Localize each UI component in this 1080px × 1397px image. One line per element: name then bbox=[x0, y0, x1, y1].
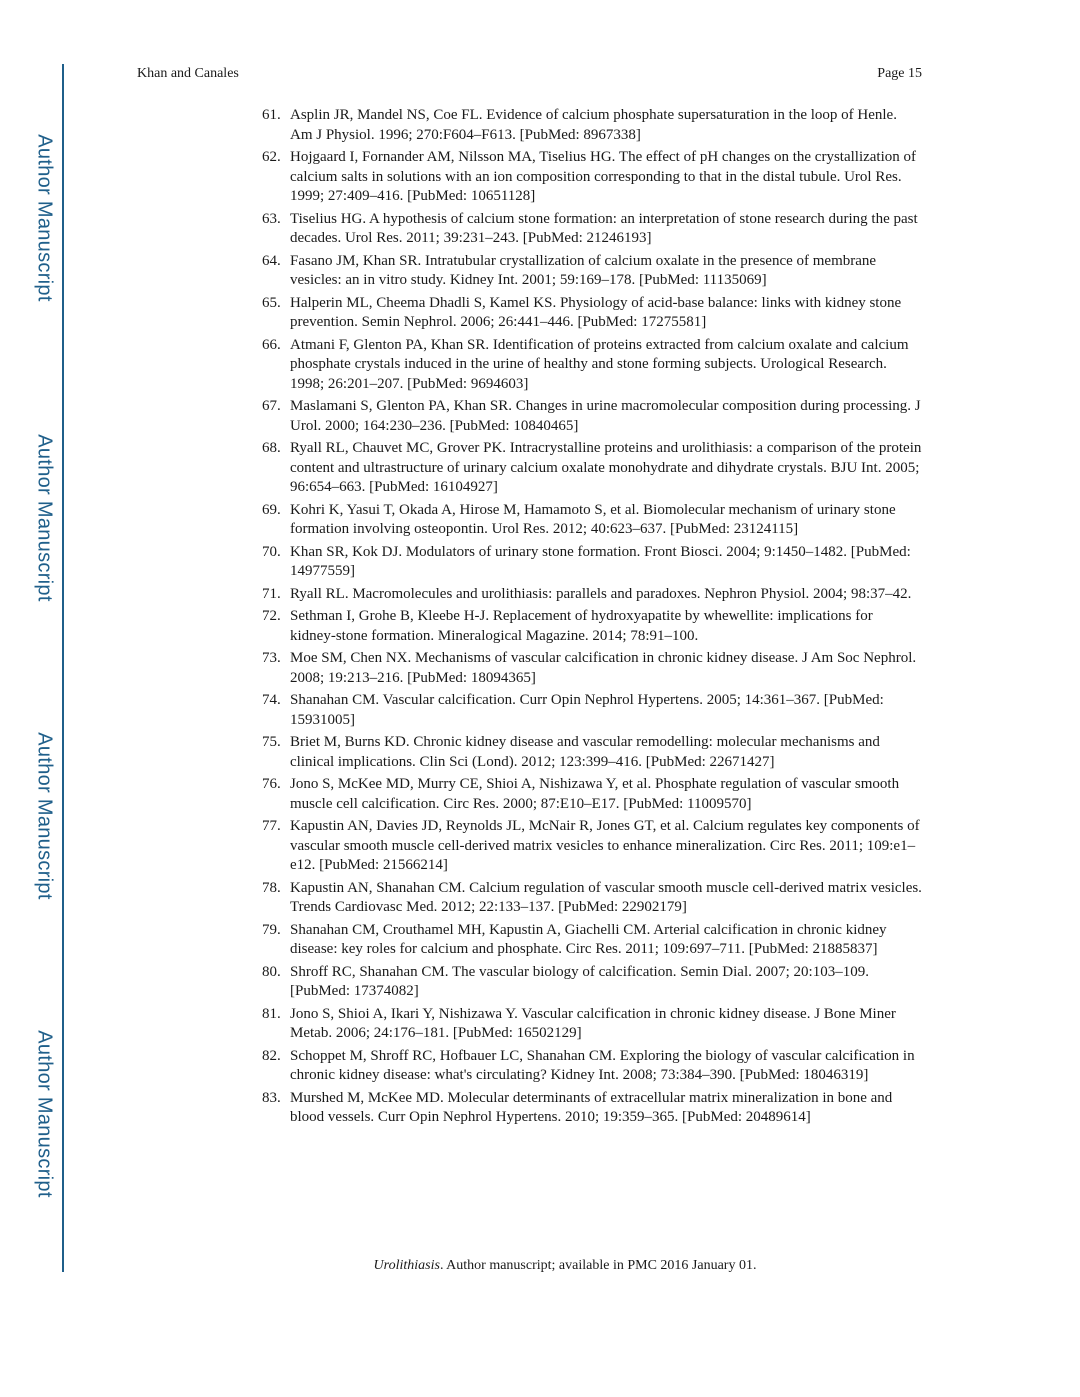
reference-text: Murshed M, McKee MD. Molecular determinants of extracellular matrix mineralization in bone and blood vessels. Curr Opin Nephrol Hypertens. 2010; 19:359–365. [PubMed: 20489614] bbox=[290, 1089, 893, 1125]
reference-text: Shanahan CM, Crouthamel MH, Kapustin A, Giachelli CM. Arterial calcification in chronic kidney disease: key roles for calcium and phosphate. Circ Res. 2011; 109:697–711. [PubMed: 21885837] bbox=[290, 921, 887, 957]
reference-number: 75. bbox=[262, 734, 281, 750]
reference-number: 67. bbox=[262, 398, 281, 414]
reference-text: Ryall RL. Macromolecules and urolithiasis: parallels and paradoxes. Nephron Physiol. 2004; 98:37–42. bbox=[290, 585, 912, 602]
reference-text: Jono S, Shioi A, Ikari Y, Nishizawa Y. Vascular calcification in chronic kidney disease. J Bone Miner Metab. 2006; 24:176–181. [PubMed: 16502129] bbox=[290, 1005, 896, 1041]
reference-item bbox=[262, 921, 922, 960]
reference-text: Asplin JR, Mandel NS, Coe FL. Evidence of calcium phosphate supersaturation in the loop of Henle. Am J Physiol. 1996; 270:F604–F613. [PubMed: 8967338] bbox=[290, 107, 897, 143]
reference-number: 74. bbox=[262, 692, 281, 708]
reference-text: Briet M, Burns KD. Chronic kidney disease and vascular remodelling: molecular mechanisms and clinical implications. Clin Sci (Lond). 2012; 123:399–416. [PubMed: 22671427] bbox=[290, 734, 880, 770]
running-head-authors: Khan and Canales bbox=[137, 66, 239, 81]
reference-text: Kapustin AN, Shanahan CM. Calcium regulation of vascular smooth muscle cell-derived matrix vesicles. Trends Cardiovasc Med. 2012; 22:133–137. [PubMed: 22902179] bbox=[290, 879, 922, 915]
reference-number: 70. bbox=[262, 543, 281, 560]
reference-item bbox=[262, 148, 922, 207]
reference-item bbox=[262, 649, 922, 688]
reference-item bbox=[262, 252, 922, 291]
reference-item bbox=[262, 691, 922, 730]
reference-item bbox=[262, 1047, 922, 1086]
reference-text: Hojgaard I, Fornander AM, Nilsson MA, Tiselius HG. The effect of pH changes on the crystallization of calcium salts in solutions with an ion composition corresponding to that in the distal tubule. Urol Res. 1999; 27:409–416. [PubMed: 10651128] bbox=[290, 149, 917, 204]
reference-number: 81. bbox=[262, 1005, 281, 1022]
reference-text: Shanahan CM. Vascular calcification. Curr Opin Nephrol Hypertens. 2005; 14:361–367. [PubMed: 15931005] bbox=[290, 692, 884, 728]
side-label-text: Author Manuscript bbox=[33, 134, 56, 302]
reference-number: 64. bbox=[262, 252, 281, 269]
reference-item bbox=[262, 294, 922, 333]
reference-item bbox=[262, 336, 922, 395]
reference-number: 79. bbox=[262, 921, 281, 938]
reference-number: 73. bbox=[262, 650, 281, 666]
reference-text: Khan SR, Kok DJ. Modulators of urinary stone formation. Front Biosci. 2004; 9:1450–1482. [PubMed: 14977559] bbox=[290, 543, 911, 579]
reference-text: Schoppet M, Shroff RC, Hofbauer LC, Shanahan CM. Exploring the biology of vascular calcification in chronic kidney disease: what's circulating? Kidney Int. 2008; 73:384–390. [PubMed: 18046319] bbox=[290, 1047, 915, 1083]
side-label-text: Author Manuscript bbox=[33, 1030, 56, 1198]
reference-number: 78. bbox=[262, 879, 281, 896]
reference-number: 62. bbox=[262, 149, 281, 165]
footer-journal: Urolithiasis bbox=[373, 1258, 440, 1273]
reference-number: 69. bbox=[262, 501, 281, 518]
reference-item bbox=[262, 879, 922, 918]
reference-number: 77. bbox=[262, 818, 281, 834]
reference-item bbox=[262, 817, 922, 876]
reference-number: 83. bbox=[262, 1089, 281, 1106]
reference-number: 76. bbox=[262, 776, 281, 792]
reference-text: Shroff RC, Shanahan CM. The vascular biology of calcification. Semin Dial. 2007; 20:103–109. [PubMed: 17374082] bbox=[290, 963, 869, 999]
footer-text: . Author manuscript; available in PMC 2016 January 01. bbox=[439, 1258, 757, 1273]
reference-number: 82. bbox=[262, 1047, 281, 1064]
reference-text: Moe SM, Chen NX. Mechanisms of vascular calcification in chronic kidney disease. J Am Soc Nephrol. 2008; 19:213–216. [PubMed: 18094365] bbox=[290, 650, 917, 686]
reference-text: Kohri K, Yasui T, Okada A, Hirose M, Hamamoto S, et al. Biomolecular mechanism of urinary stone formation involving osteopontin. Urol Res. 2012; 40:623–637. [PubMed: 23124115] bbox=[290, 501, 896, 537]
reference-item bbox=[262, 1005, 922, 1044]
reference-text: Sethman I, Grohe B, Kleebe H-J. Replacement of hydroxyapatite by whewellite: implications for kidney-stone formation. Mineralogical Magazine. 2014; 78:91–100. bbox=[290, 608, 873, 644]
reference-text: Halperin ML, Cheema Dhadli S, Kamel KS. Physiology of acid-base balance: links with kidney stone prevention. Semin Nephrol. 2006; 26:441–446. [PubMed: 17275581] bbox=[290, 294, 902, 330]
page-footer bbox=[0, 1258, 1080, 1274]
side-label-text: Author Manuscript bbox=[33, 434, 56, 602]
reference-number: 68. bbox=[262, 440, 281, 456]
reference-item bbox=[262, 501, 922, 540]
reference-text: Kapustin AN, Davies JD, Reynolds JL, McNair R, Jones GT, et al. Calcium regulates key components of vascular smooth muscle cell-derived matrix vesicles to enhance mineralization. Circ Res. 2011; 109:e1–e12. [PubMed: 21566214] bbox=[290, 818, 920, 873]
reference-item bbox=[262, 963, 922, 1002]
reference-number: 65. bbox=[262, 294, 281, 311]
reference-item bbox=[262, 397, 922, 436]
reference-text: Fasano JM, Khan SR. Intratubular crystallization of calcium oxalate in the presence of membrane vesicles: an in vitro study. Kidney Int. 2001; 59:169–178. [PubMed: 11135069] bbox=[290, 252, 877, 288]
reference-item bbox=[262, 439, 922, 498]
reference-text: Maslamani S, Glenton PA, Khan SR. Changes in urine macromolecular composition during processing. J Urol. 2000; 164:230–236. [PubMed: 10840465] bbox=[290, 398, 921, 434]
reference-list bbox=[262, 106, 922, 1131]
reference-text: Ryall RL, Chauvet MC, Grover PK. Intracrystalline proteins and urolithiasis: a comparison of the protein content and ultrastructure of urinary calcium oxalate monohydrate and dihydrate crystals. BJU Int. 2005; 96:654–663. [PubMed: 16104927] bbox=[290, 440, 922, 495]
reference-number: 71. bbox=[262, 585, 281, 602]
reference-item bbox=[262, 106, 922, 145]
reference-number: 72. bbox=[262, 608, 281, 624]
reference-number: 80. bbox=[262, 963, 281, 980]
reference-item bbox=[262, 607, 922, 646]
reference-item bbox=[262, 585, 922, 605]
reference-number: 61. bbox=[262, 107, 281, 123]
reference-item bbox=[262, 543, 922, 582]
page-number: Page 15 bbox=[877, 66, 922, 81]
reference-text: Jono S, McKee MD, Murry CE, Shioi A, Nishizawa Y, et al. Phosphate regulation of vascular smooth muscle cell calcification. Circ Res. 2000; 87:E10–E17. [PubMed: 11009570] bbox=[290, 776, 900, 812]
side-label-text: Author Manuscript bbox=[33, 732, 56, 900]
reference-item bbox=[262, 733, 922, 772]
reference-item bbox=[262, 1089, 922, 1128]
side-rule bbox=[62, 64, 64, 1272]
reference-text: Atmani F, Glenton PA, Khan SR. Identification of proteins extracted from calcium oxalate and calcium phosphate crystals induced in the urine of healthy and stone forming subjects. Urological Research. 1998; 26:201–207. [PubMed: 9694603] bbox=[290, 336, 909, 392]
reference-text: Tiselius HG. A hypothesis of calcium stone formation: an interpretation of stone research during the past decades. Urol Res. 2011; 39:231–243. [PubMed: 21246193] bbox=[290, 210, 918, 246]
reference-number: 63. bbox=[262, 210, 281, 227]
reference-item bbox=[262, 210, 922, 249]
reference-item bbox=[262, 775, 922, 814]
reference-number: 66. bbox=[262, 336, 281, 353]
